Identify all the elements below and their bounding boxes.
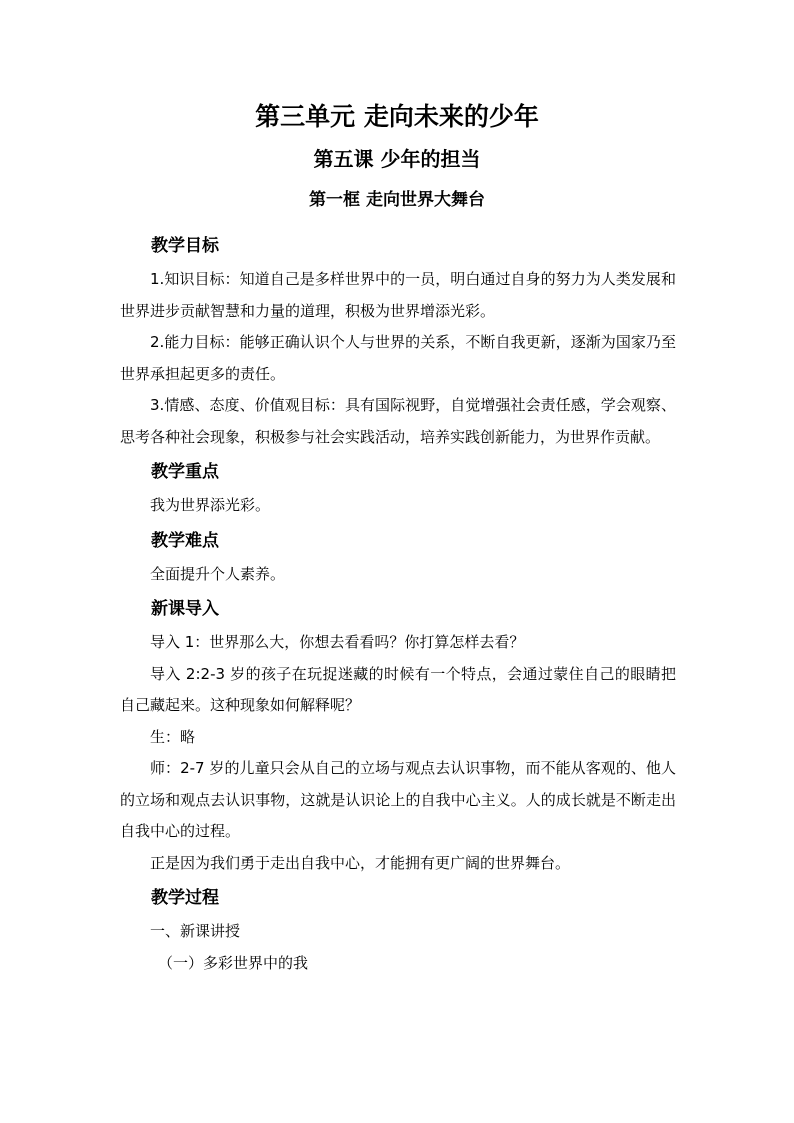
intro-teacher: 师：2-7 岁的儿童只会从自己的立场与观点去认识事物，而不能从客观的、他人的立场和观点去认识事物，这就是认识论上的自我中心主义。人的成长就是不断走出自我中心的过程。 (120, 759, 676, 840)
objectives-heading: 教学目标 (151, 236, 219, 256)
intro-item-2: 导入 2:2-3 岁的孩子在玩捉迷藏的时候有一个特点，会通过蒙住自己的眼睛把自己藏起来。这种现象如何解释呢？ (120, 664, 676, 714)
intro-conclusion: 正是因为我们勇于走出自我中心，才能拥有更广阔的世界舞台。 (150, 853, 571, 872)
objective-knowledge: 1.知识目标：知道自己是多样世界中的一员，明白通过自身的努力为人类发展和世界进步贡献智慧和力量的道理，积极为世界增添光彩。 (120, 270, 676, 320)
key-point-heading: 教学重点 (151, 462, 219, 482)
intro-student: 生：略 (150, 727, 196, 746)
intro-item-1: 导入 1：世界那么大，你想去看看吗？你打算怎样去看？ (150, 633, 525, 651)
key-point-text: 我为世界添光彩。 (150, 496, 271, 514)
difficulty-heading: 教学难点 (151, 530, 219, 551)
objective-ability: 2.能力目标：能够正确认识个人与世界的关系，不断自我更新，逐渐为国家乃至世界承担起更多的责任。 (120, 333, 676, 383)
document-body (120, 227, 676, 979)
process-item-1: 一、新课讲授 (150, 922, 241, 940)
objective-values: 3.情感、态度、价值观目标：具有国际视野，自觉增强社会责任感，学会观察、思考各种社会现象，积极参与社会实践活动，培养实践创新能力，为世界作贡献。 (120, 396, 676, 446)
difficulty-text: 全面提升个人素养。 (150, 564, 286, 583)
process-item-2: （一）多彩世界中的我 (158, 953, 309, 972)
lesson-title: 第五课 少年的担当 (313, 147, 481, 171)
unit-title: 第三单元 走向未来的少年 (255, 102, 539, 131)
process-heading: 教学过程 (151, 888, 219, 908)
intro-heading: 新课导入 (151, 599, 219, 619)
frame-title: 第一框 走向世界大舞台 (309, 190, 485, 210)
